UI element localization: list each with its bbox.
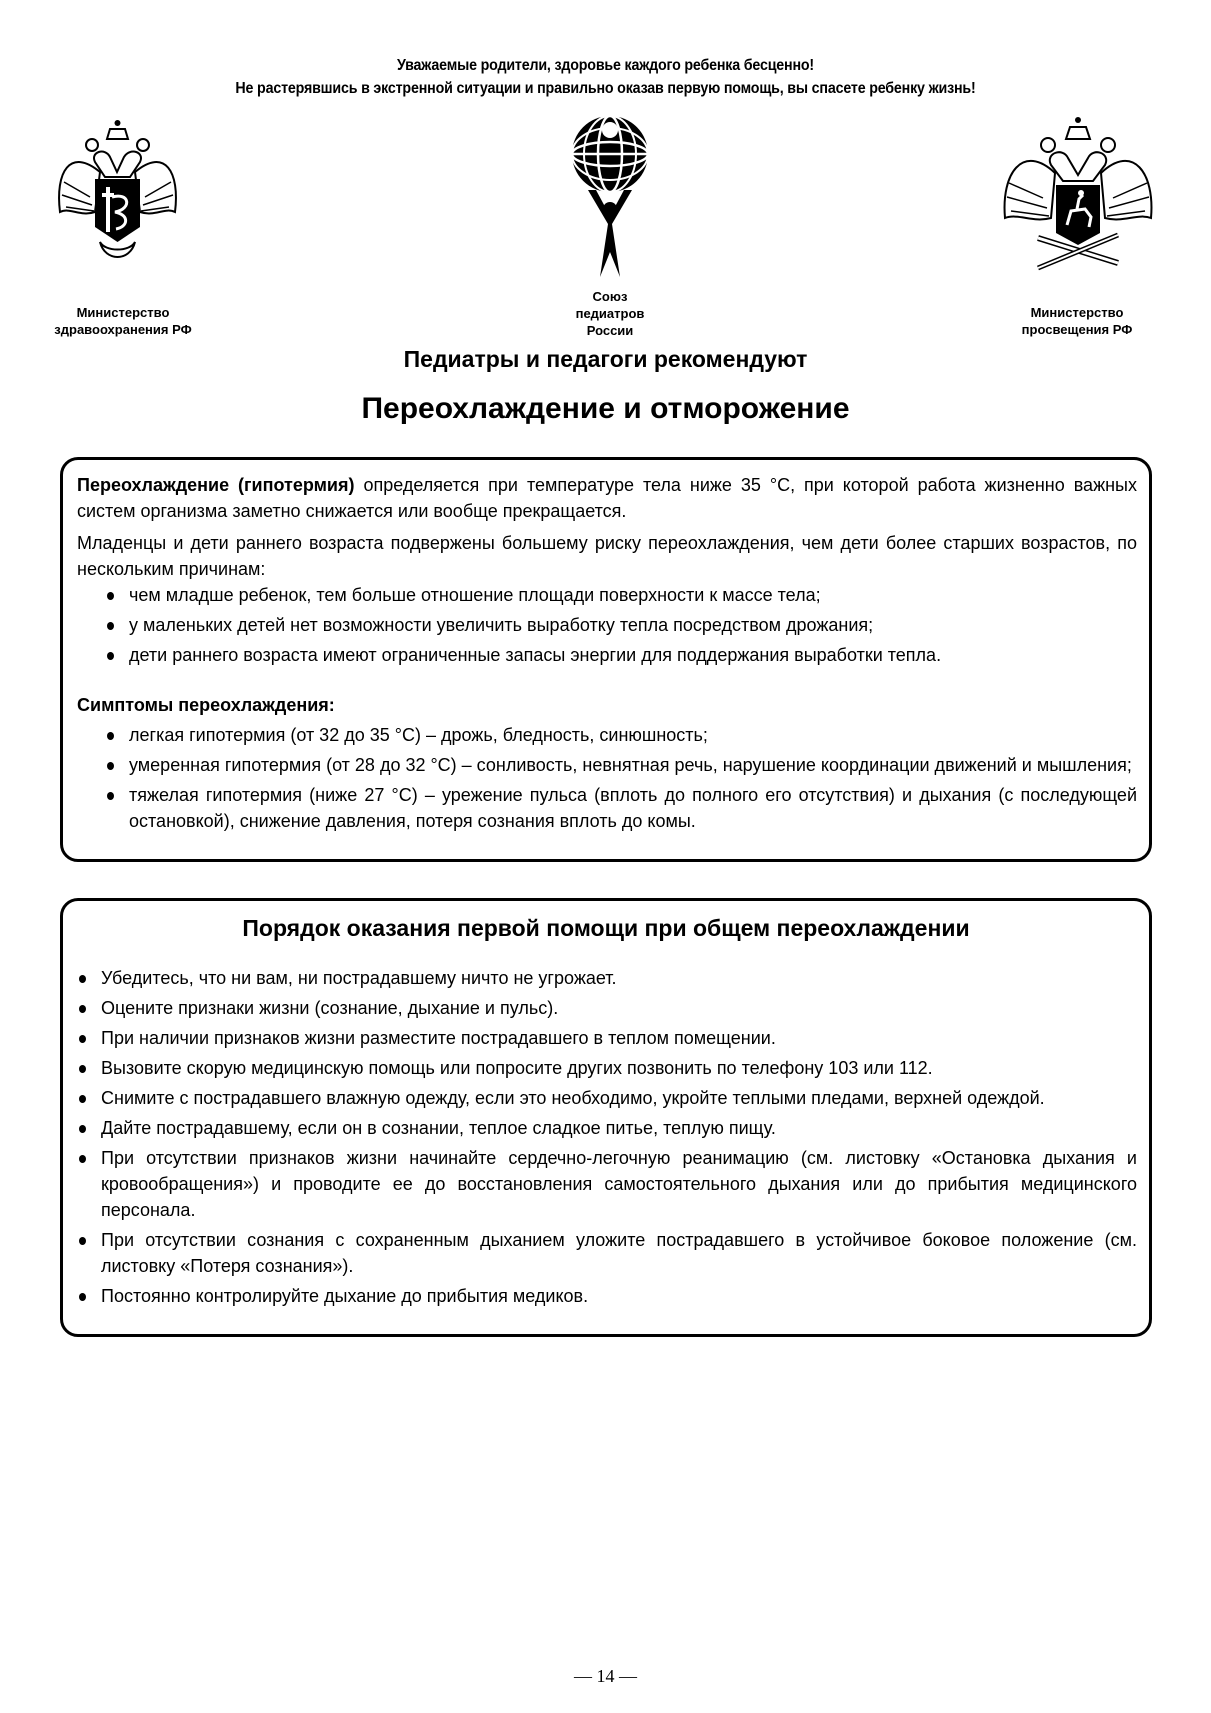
list-item: При отсутствии признаков жизни начинайте сердечно-легочную реанимацию (см. листовку «Остановка дыхания и кровообращения») и проводите ее до восстановления самостоятельного дыхания или до прибытия медицинского персонала.: [75, 1145, 1137, 1223]
page-subtitle: Педиатры и педагоги рекомендуют: [403, 346, 808, 372]
list-item: дети раннего возраста имеют ограниченные запасы энергии для поддержания выработки тепла.: [103, 642, 1137, 668]
bullet-icon: [79, 1237, 86, 1245]
first-aid-heading: Порядок оказания первой помощи при общем переохлаждении: [242, 915, 970, 941]
list-item: Оцените признаки жизни (сознание, дыхание и пульс).: [75, 995, 1137, 1021]
list-item: При отсутствии сознания с сохраненным дыханием уложите пострадавшего в устойчивое боковое положение (см. листовку «Потеря сознания»).: [75, 1227, 1137, 1279]
list-item: При наличии признаков жизни разместите пострадавшего в теплом помещении.: [75, 1025, 1137, 1051]
caption-line: здравоохранения РФ: [54, 322, 192, 337]
intro-line-1: Уважаемые родители, здоровье каждого ребенка бесценно!: [397, 57, 814, 74]
ministry-health-emblem-icon: [50, 117, 185, 267]
bullet-icon: [79, 1155, 86, 1163]
list-item: тяжелая гипотермия (ниже 27 °C) – урежение пульса (вплоть до полного его отсутствия) и дыхания (с последующей остановкой), снижение давления, потеря сознания вплоть до комы.: [103, 782, 1137, 834]
caption-line: России: [586, 323, 634, 338]
first-aid-steps-list: [75, 965, 1137, 1309]
list-item: Постоянно контролируйте дыхание до прибытия медиков.: [75, 1283, 1137, 1309]
bullet-icon: [79, 1125, 86, 1133]
definition-term: Переохлаждение (гипотермия): [77, 475, 355, 495]
bullet-icon: [79, 975, 86, 983]
definition-text: определяется при температуре тела ниже 35 °C, при которой работа жизненно важных систем организма заметно снижается или вообще прекращается.: [77, 475, 1137, 521]
list-item: Снимите с пострадавшего влажную одежду, если это необходимо, укройте теплыми пледами, верхней одеждой.: [75, 1085, 1137, 1111]
list-item: умеренная гипотермия (от 28 до 32 °C) – сонливость, невнятная речь, нарушение координации движений и мышления;: [103, 752, 1137, 778]
ministry-education-caption: [992, 304, 1162, 338]
first-aid-box: [60, 898, 1152, 1337]
bullet-icon: [79, 1065, 86, 1073]
ministry-education-emblem-icon: [993, 113, 1163, 278]
hypothermia-info-box: [60, 457, 1152, 862]
bullet-icon: [79, 1035, 86, 1043]
ministry-health-caption: [38, 304, 208, 338]
bullet-icon: [107, 592, 114, 600]
union-pediatricians-caption: [530, 288, 690, 339]
bullet-icon: [107, 732, 114, 740]
bullet-icon: [107, 652, 114, 660]
caption-line: Союз: [592, 289, 628, 304]
union-pediatricians-emblem-icon: [560, 112, 660, 282]
bullet-icon: [79, 1095, 86, 1103]
page-number: — 14 —: [574, 1666, 637, 1686]
list-item: Убедитесь, что ни вам, ни пострадавшему ничто не угрожает.: [75, 965, 1137, 991]
caption-line: просвещения РФ: [1021, 322, 1133, 337]
list-item: легкая гипотермия (от 32 до 35 °C) – дрожь, бледность, синюшность;: [103, 722, 1137, 748]
bullet-icon: [107, 792, 114, 800]
symptoms-list: [103, 722, 1137, 834]
bullet-icon: [79, 1293, 86, 1301]
risk-reasons-list: [103, 582, 1137, 668]
risk-paragraph: Младенцы и дети раннего возраста подвержены большему риску переохлаждения, чем дети более старших возрастов, по нескольким причинам:: [77, 533, 1137, 579]
caption-line: Министерство: [1030, 305, 1124, 320]
page-title: Переохлаждение и отморожение: [361, 392, 850, 425]
caption-line: Министерство: [76, 305, 170, 320]
caption-line: педиатров: [575, 306, 645, 321]
bullet-icon: [107, 762, 114, 770]
symptoms-heading: Симптомы переохлаждения:: [77, 695, 335, 715]
list-item: у маленьких детей нет возможности увеличить выработку тепла посредством дрожания;: [103, 612, 1137, 638]
list-item: чем младше ребенок, тем больше отношение площади поверхности к массе тела;: [103, 582, 1137, 608]
definition-paragraph: [77, 472, 1137, 524]
list-item: Вызовите скорую медицинскую помощь или попросите других позвонить по телефону 103 или 112.: [75, 1055, 1137, 1081]
list-item: Дайте пострадавшему, если он в сознании, теплое сладкое питье, теплую пищу.: [75, 1115, 1137, 1141]
bullet-icon: [107, 622, 114, 630]
bullet-icon: [79, 1005, 86, 1013]
intro-line-2: Не растерявшись в экстренной ситуации и правильно оказав первую помощь, вы спасете ребенку жизнь!: [235, 80, 976, 97]
